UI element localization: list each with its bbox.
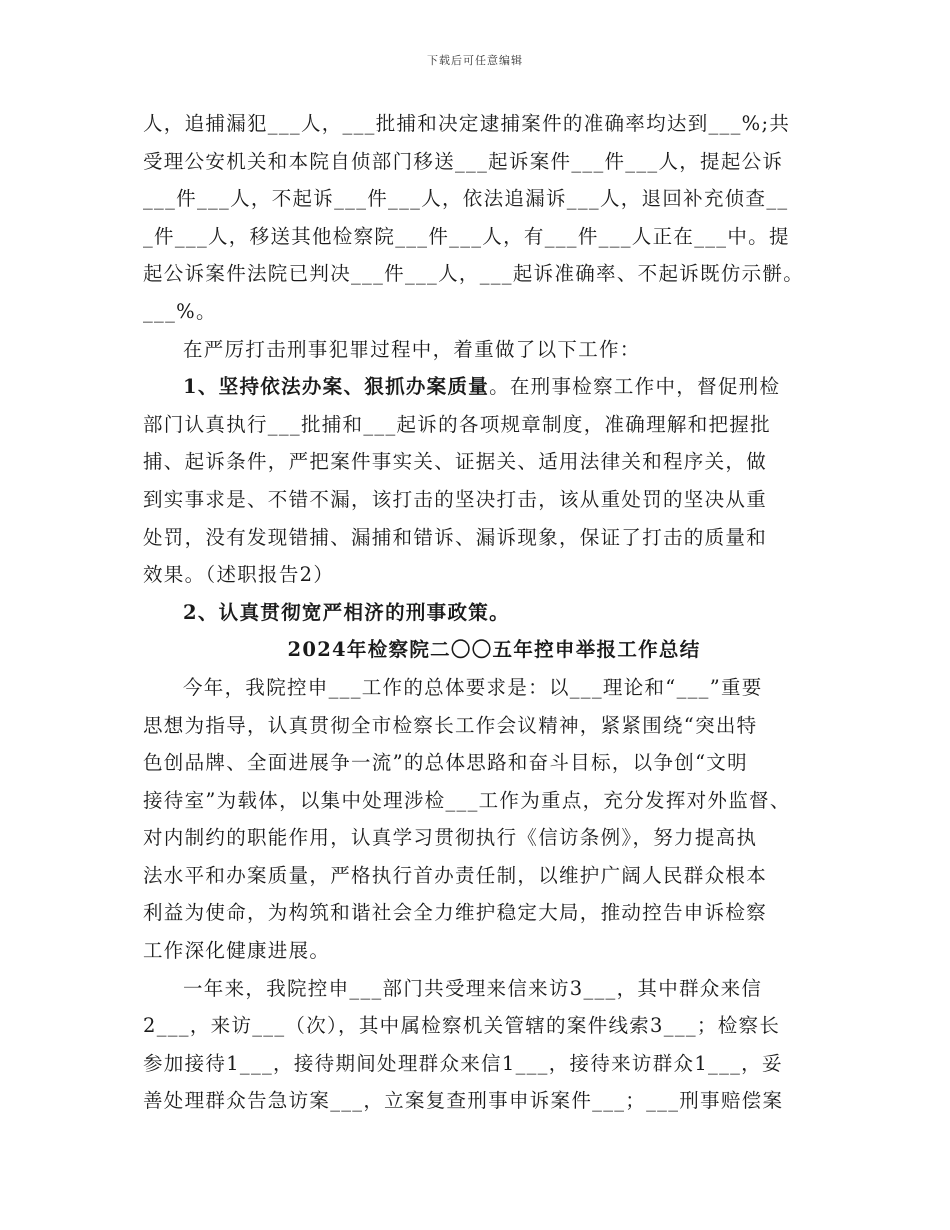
text-line: 效果。（述职报告2） (143, 563, 335, 587)
text-line: 一年来，我院控申___部门共受理来信来访3___，其中群众来信 (183, 976, 763, 1000)
paragraph-intro: 在严厉打击刑事犯罪过程中，着重做了以下工作： (183, 337, 641, 361)
text-line: 受理公安机关和本院自侦部门移送___起诉案件___件___人，提起公诉 (143, 149, 784, 173)
text-line: 利益为使命，为构筑和谐社会全力维护稳定大局，推动控告申诉检察 (143, 901, 768, 925)
text-line: 捕、起诉条件，严把案件事实关、证据关、适用法律关和程序关，做 (143, 450, 768, 474)
section-title: 2024年检察院二〇〇五年控申举报工作总结 (287, 638, 701, 662)
point-1-text: 。在刑事检察工作中，督促刑检 (489, 375, 781, 399)
text-line: 对内制约的职能作用，认真学习贯彻执行《信访条例》，努力提高执 (143, 826, 758, 850)
text-line: 起公诉案件法院已判决___件___人，___起诉准确率、不起诉既仿示骿。 (143, 262, 805, 286)
text-line: 今年，我院控申___工作的总体要求是：以___理论和“___”重要 (183, 675, 763, 699)
text-line: 思想为指导，认真贯彻全市检察长工作会议精神，紧紧围绕“突出特 (143, 713, 758, 737)
text-line: 色创品牌、全面进展争一流”的总体思路和奋斗目标，以争创“文明 (143, 751, 748, 775)
text-line: 人，追捕漏犯___人，___批捕和决定逮捕案件的准确率均达到___%;共 (143, 112, 791, 135)
text-line: 参加接待1___，接待期间处理群众来信1___，接待来访群众1___，妥 (143, 1051, 783, 1075)
text-line: 2___，来访___（次），其中属检察机关管辖的案件线索3___；检察长 (143, 1014, 781, 1038)
text-line: ___%。 (143, 299, 217, 323)
text-line: 部门认真执行___批捕和___起诉的各项规章制度，准确理解和把握批 (143, 412, 771, 436)
text-line: _件___人，移送其他检察院___件___人，有___件___人正在___中。提 (143, 224, 790, 248)
text-line: 处罚，没有发现错捕、漏捕和错诉、漏诉现象，保证了打击的质量和 (143, 525, 768, 549)
text-line: 接待室”为载体，以集中处理涉检___工作为重点，充分发挥对外监督、 (143, 788, 791, 812)
document-body (143, 105, 823, 1120)
text-line: 工作深化健康进展。 (143, 939, 331, 963)
text-line: ___件___人，不起诉___件___人，依法追漏诉___人，退回补充侦查__ (143, 187, 789, 211)
point-2-heading: 2、认真贯彻宽严相济的刑事政策。 (183, 600, 510, 624)
point-1-heading: 1、坚持依法办案、狠抓办案质量 (183, 375, 490, 399)
point-1-line (143, 368, 823, 406)
page-header: 下载后可任意编辑 (427, 54, 523, 67)
text-line: 法水平和办案质量，严格执行首办责任制，以维护广阔人民群众根本 (143, 863, 768, 887)
text-line: 到实事求是、不错不漏，该打击的坚决打击，该从重处罚的坚决从重 (143, 487, 768, 511)
text-line: 善处理群众告急访案___，立案复查刑事申诉案件___；___刑事赔偿案 (143, 1089, 784, 1113)
